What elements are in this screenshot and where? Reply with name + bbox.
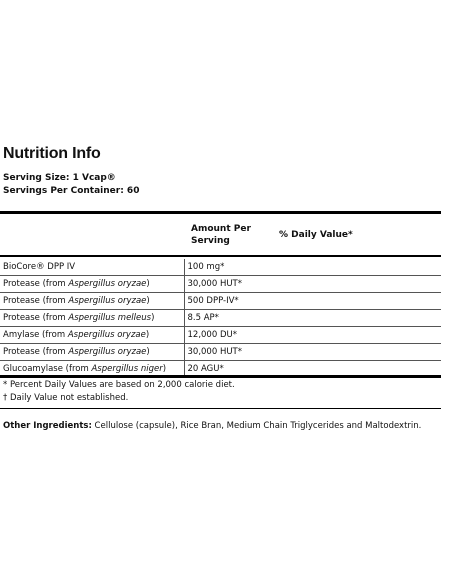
nutrient-source: Aspergillus melleus [68,313,152,323]
nutrient-name: Protease (from Aspergillus melleus) [0,310,184,327]
footnote-daily-values: * Percent Daily Values are based on 2,000 calorie diet. [3,380,235,390]
nutrient-source: Aspergillus oryzae [68,296,147,306]
table-row [0,310,441,327]
other-ingredients [3,421,421,431]
nutrient-amount: 12,000 DU* [184,327,441,344]
table-row [0,293,441,310]
other-ingredients-text: Cellulose (capsule), Rice Bran, Medium Chain Triglycerides and Maltodextrin. [91,421,422,431]
daily-value-header: % Daily Value* [279,230,353,240]
nutrient-amount: 8.5 AP* [184,310,441,327]
other-ingredients-label: Other Ingredients: [3,421,92,431]
nutrient-name: Protease (from Aspergillus oryzae) [0,344,184,361]
nutrient-source: Aspergillus oryzae [67,330,146,340]
nutrient-source: Aspergillus oryzae [68,347,147,357]
nutrient-amount: 500 DPP-IV* [184,293,441,310]
table-row [0,276,441,293]
amount-header [191,223,251,247]
table-row [0,344,441,361]
nutrient-amount: 30,000 HUT* [184,344,441,361]
nutrient-name: BioCore® DPP IV [0,259,184,276]
nutrient-amount: 100 mg* [184,259,441,276]
page-title: Nutrition Info [3,145,101,162]
bottom-rule [0,375,441,378]
nutrient-table [0,259,441,378]
table-row [0,327,441,344]
servings-per-container: Servings Per Container: 60 [3,186,140,196]
top-rule [0,211,441,214]
nutrient-name: Protease (from Aspergillus oryzae) [0,293,184,310]
nutrient-name: Protease (from Aspergillus oryzae) [0,276,184,293]
nutrient-amount: 20 AGU* [184,361,441,378]
nutrient-name: Amylase (from Aspergillus oryzae) [0,327,184,344]
nutrient-source: Aspergillus oryzae [68,279,147,289]
nutrient-amount: 30,000 HUT* [184,276,441,293]
amount-header-line2: Serving [191,236,230,246]
amount-header-line1: Amount Per [191,224,251,234]
nutrient-name: Glucoamylase (from Aspergillus niger) [0,361,184,378]
header-rule [0,255,441,257]
footnote-not-established: † Daily Value not established. [3,393,129,403]
serving-size: Serving Size: 1 Vcap® [3,173,116,183]
nutrient-source: Aspergillus niger [91,364,163,374]
footnote-rule [0,408,441,409]
table-row [0,259,441,276]
